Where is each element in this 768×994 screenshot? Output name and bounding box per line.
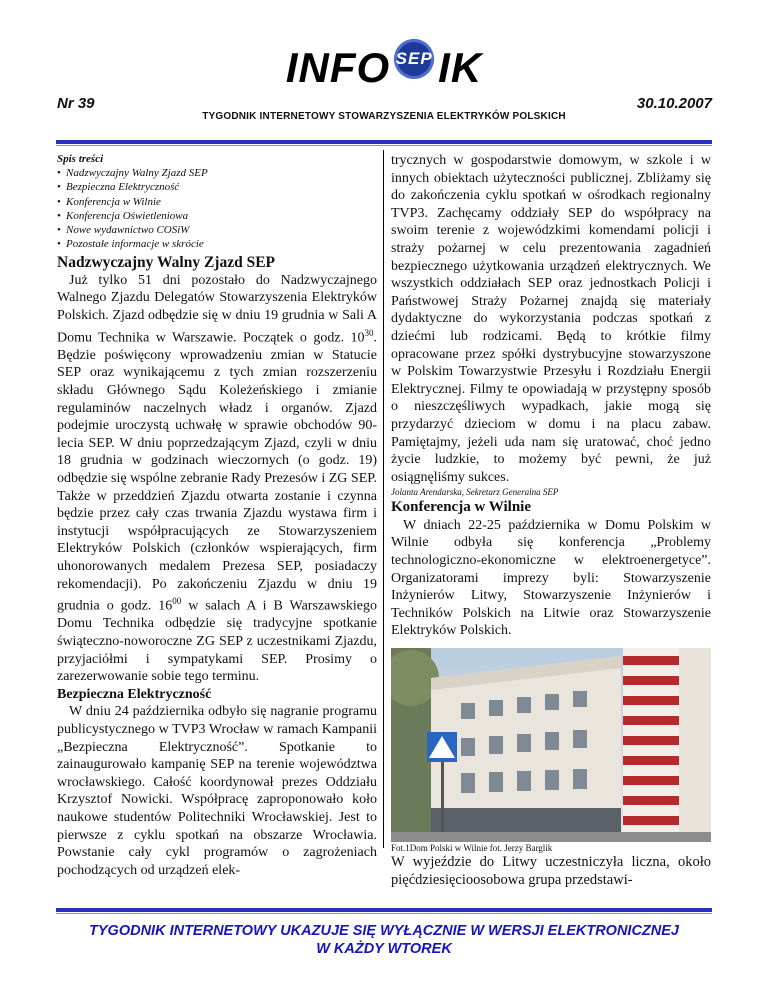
- left-column: [57, 152, 377, 879]
- article-body-wilno-cont: W wyjeździe do Litwy uczestniczyła liczna, około pięćdziesięcioosobowa grupa przedstawi-: [391, 854, 711, 888]
- right-column: [391, 152, 711, 889]
- logo-text-left: INFO: [285, 44, 391, 91]
- article-signature: Jolanta Arendarska, Sekretarz Generalna SEP: [391, 487, 559, 498]
- article-title-zjazd: Nadzwyczajny Walny Zjazd SEP: [57, 253, 276, 271]
- footer-line-1: TYGODNIK INTERNETOWY UKAZUJE SIĘ WYŁĄCZNIE W WERSJI ELEKTRONICZNEJ: [89, 923, 679, 939]
- publication-subtitle: TYGODNIK INTERNETOWY STOWARZYSZENIA ELEKTRYKÓW POLSKICH: [202, 111, 566, 122]
- toc-item[interactable]: • Nowe wydawnictwo COSiW: [57, 224, 190, 237]
- footer-divider-thin: [56, 913, 712, 914]
- header-divider-thin: [56, 145, 712, 146]
- bullet-icon: •: [57, 167, 61, 179]
- article-body-wilno: W dniach 22-25 października w Domu Polskim w Wilnie odbyła się konferencja „Problemy technologiczno-ekonomiczne w elektroenergetyce”. Organizatorami imprezy byli: Stowarzyszenie Inżynierów Litwy, Stowarzyszenie Inżynierów i Techników Polskich na Litwie oraz Stowarzyszenie Elektryków Polskich.: [391, 517, 711, 639]
- footer-divider: [56, 908, 712, 912]
- article-title-wilno: Konferencja w Wilnie: [391, 499, 531, 516]
- footer-line-2: W KAŻDY WTOREK: [316, 941, 452, 957]
- toc-item[interactable]: • Konferencja w Wilnie: [57, 195, 161, 208]
- article-body-bezpieczna: W dniu 24 października odbyło się nagranie programu publicystycznego w TVP3 Wrocław w ramach Kampanii „Bezpieczna Elektryczność”. Spotkanie to zainaugurowało kampanię SEP na terenie województwa wrocławskiego. Całość koordynował prezes Oddziału Krzysztof Nowicki. Współpracę zaproponowało koło naukowe studentów Politechniki Wrocławskiej. Jest to pierwsze z cyklu spotkań na obszarze Wrocławia. Powstanie cały cykl programów o zagrożeniach pochodzących od urządzeń elek-: [57, 704, 377, 878]
- building-photo-illustration: [391, 648, 711, 842]
- bullet-icon: •: [57, 224, 61, 237]
- issue-date: 30.10.2007: [636, 95, 712, 112]
- photo-dom-polski: [391, 648, 711, 842]
- toc-item[interactable]: • Pozostałe informacje w skrócie: [57, 238, 204, 251]
- footer-notice: [0, 922, 768, 958]
- bullet-icon: •: [57, 181, 61, 194]
- bullet-icon: •: [57, 195, 61, 208]
- toc-title: Spis treści: [57, 153, 104, 165]
- toc-item[interactable]: • Bezpieczna Elektryczność: [57, 181, 180, 194]
- photo-caption: Fot.1Dom Polski w Wilnie fot. Jerzy Barglik: [391, 843, 553, 854]
- header-divider: [56, 140, 712, 144]
- bullet-icon: •: [57, 238, 61, 251]
- toc-item[interactable]: • Nadzwyczajny Walny Zjazd SEP: [57, 167, 208, 179]
- sep-logo-icon: SEP: [394, 39, 434, 79]
- table-of-contents: [57, 166, 377, 252]
- bullet-icon: •: [57, 209, 61, 222]
- issue-number: Nr 39: [57, 95, 95, 112]
- article-body-zjazd: Już tylko 51 dni pozostało do Nadzwyczajnego Walnego Zjazdu Delegatów Stowarzyszenia Elektryków Polskich. Zjazd odbędzie się w dniu 19 grudnia w Sali A Domu Technika w Warszawie. Początek o godz. $10^{30}$. Będzie poświęcony wprowadzeniu zmian w Statucie SEP oraz wynikającemu z tych zmian rozszerzeniu składu Głównego Sądu Koleżeńskiego i zmianie regulaminów naczelnych władz i organów. Zjazd podejmie uroczystą uchwałę w sprawie obchodów 90-lecia SEP. W dniu poprzedzającym Zjazd, czyli w dniu 18 grudnia w godzinach wieczornych (o godz. 19) odbędzie się wspólne zebranie Rady Prezesów i ZG SEP. Także w przeddzień Zjazdu otwarta zostanie i czynna będzie przez cały czas trwania Zjazdu wystawa firm i instytucji współpracujących ze Stowarzyszeniem Elektryków Polskich (członków wspierających, firm uhonorowanych medalem Prezesa SEP, posiadaczy rekomendacji). Po zakończeniu Zjazdu w dniu 19 grudnia o godz. $16^{00}$ w salach A i B Warszawskiego Domu Technika odbędzie się tradycyjne spotkanie świąteczno-noworoczne ZG SEP z uczestnikami Zjazdu, przyjaciółmi i sympatykami SEP. Prosimy o zarezerwowanie sobie tego terminu.: [57, 272, 378, 685]
- toc-item[interactable]: • Konferencja Oświetleniowa: [57, 209, 189, 222]
- newsletter-logo: [0, 44, 768, 92]
- article-body-bezpieczna-cont: trycznych w gospodarstwie domowym, w szkole i w innych obiektach użyteczności publicznej. Zbliżamy się do zakończenia cyklu spotkań w ośrodkach regionalny TVP3. Zachęcamy oddziały SEP do współpracy na swoim terenie z wojewódzkimi komendami policji i straży pożarnej w celu prezentowania zagadnień bezpiecznego użytkowania urządzeń elektrycznych. We wszystkich oddziałach SEP oraz jednostkach Policji i Państwowej Straży Pożarnej znajdą się materiały dydaktyczne do wykorzystania podczas spotkań z dziećmi lub rodzicami. Będą to krótkie filmy opracowane przez spółki dystrybucyjne stowarzyszone w Polskim Towarzystwie Przesyłu i Rozdziału Energii Elektrycznej. Filmy te opowiadają w przystępny sposób o nieszczęśliwych wypadkach, jakie mogą się przydarzyć dzieciom w domu i na placu zabaw. Pamiętajmy, jeżeli uda nam się uratować, choć jedno życie ludzkie, to możemy być pewni, że już osiągnęliśmy sukces.: [391, 153, 711, 485]
- logo-text-right: IK: [438, 44, 483, 91]
- column-divider: [383, 150, 384, 848]
- article-title-bezpieczna: Bezpieczna Elektryczność: [57, 686, 212, 702]
